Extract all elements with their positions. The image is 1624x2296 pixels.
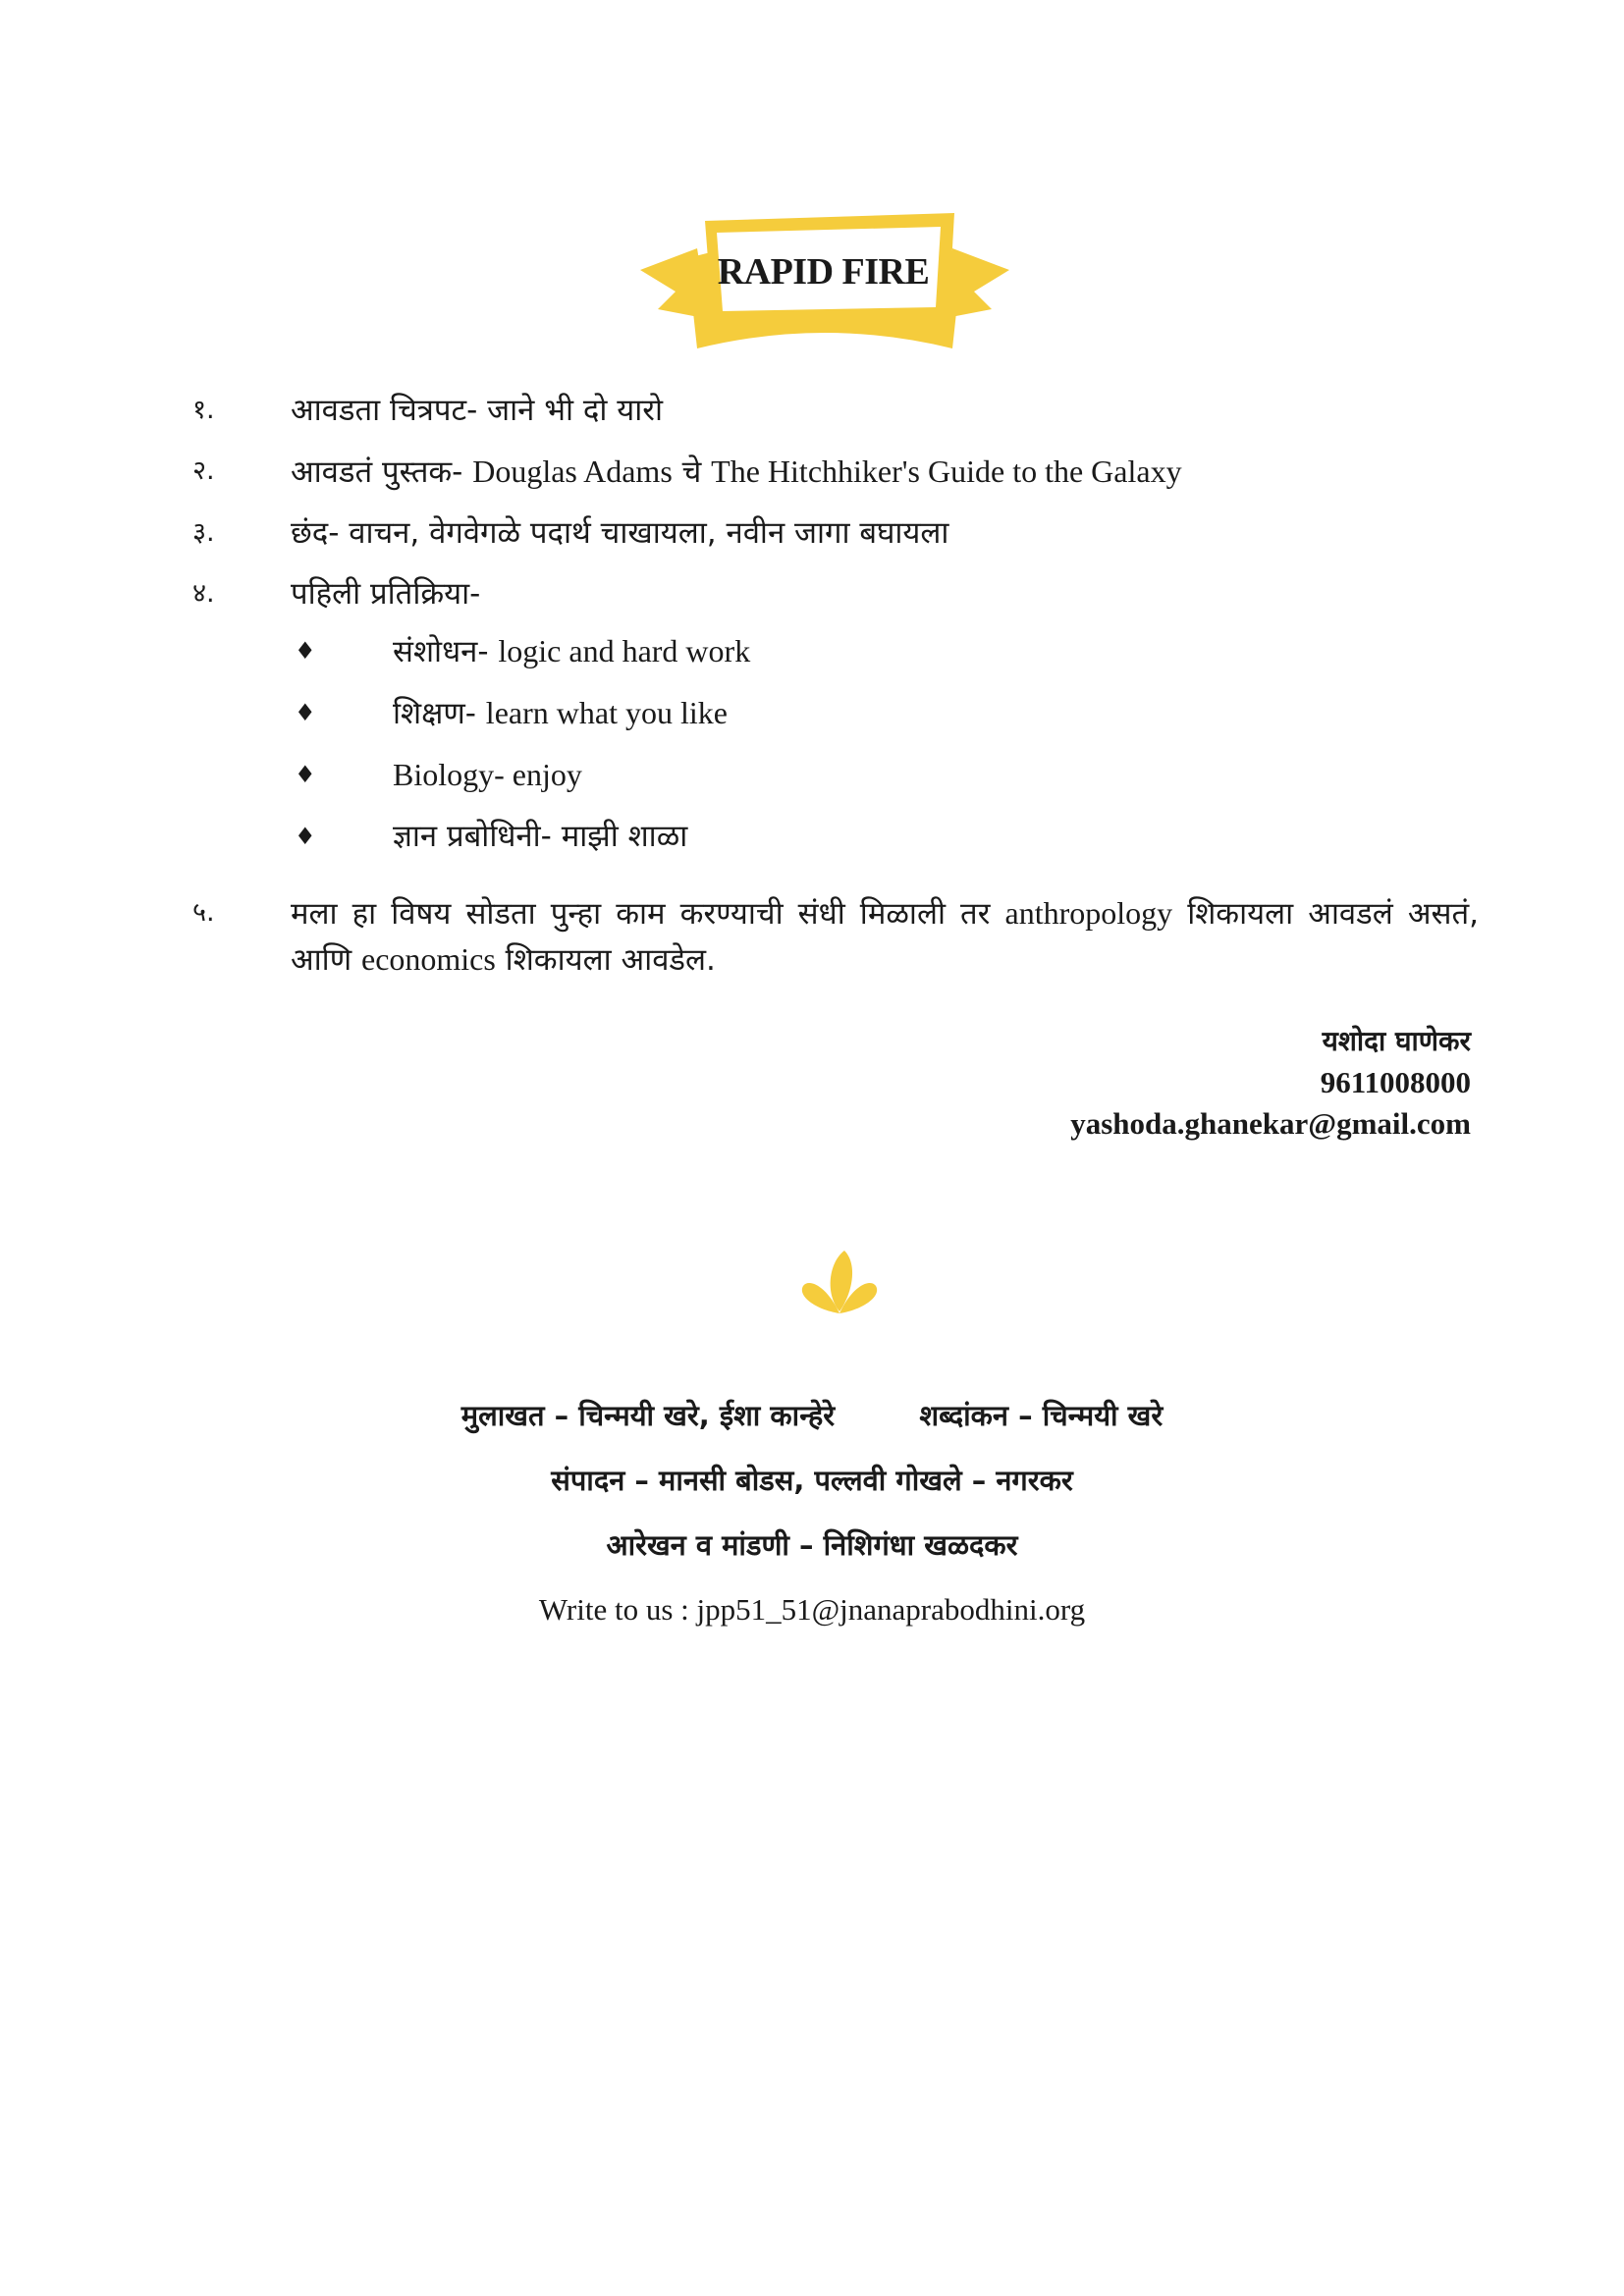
sub-item-text xyxy=(393,690,728,736)
sub-list-item xyxy=(291,752,1479,798)
text-segment: संशोधन- xyxy=(393,634,499,669)
item-number: ५. xyxy=(192,897,215,928)
author-signature xyxy=(1070,1021,1471,1145)
item-text xyxy=(291,510,1479,556)
text-segment: anthropology xyxy=(1004,895,1173,931)
item-number: १. xyxy=(192,395,215,425)
author-email: yashoda.ghanekar@gmail.com xyxy=(1070,1106,1471,1141)
text-segment: Douglas Adams xyxy=(472,454,673,489)
diamond-bullet-icon: ♦ xyxy=(295,823,316,850)
banner-title: RAPID FIRE xyxy=(717,251,930,293)
sub-item-text xyxy=(393,752,582,798)
text-segment: Biology- enjoy xyxy=(393,757,582,792)
text-segment: शिकायला आवडलं असतं, आणि xyxy=(291,896,1479,978)
diamond-bullet-icon: ♦ xyxy=(295,761,316,788)
text-segment: चे xyxy=(672,454,712,490)
credit-layout-line: आरेखन व मांडणी – निशिगंधा खळदकर xyxy=(606,1528,1018,1562)
interview-names: चिन्मयी खरे, ईशा कान्हेरे xyxy=(578,1399,836,1432)
text-segment: पहिली प्रतिक्रिया- xyxy=(291,576,481,612)
list-item xyxy=(192,890,1479,983)
sub-list-item xyxy=(291,628,1479,674)
text-segment: छंद- वाचन, वेगवेगळे पदार्थ चाखायला, नवीन जागा बघायला xyxy=(291,515,949,551)
diamond-bullet-icon: ♦ xyxy=(295,699,316,726)
author-phone: 9611008000 xyxy=(1320,1065,1471,1099)
text-segment: The Hitchhiker's Guide to the Galaxy xyxy=(711,454,1182,489)
text-segment: मला हा विषय सोडता पुन्हा काम करण्याची संधी मिळाली तर xyxy=(291,896,1005,932)
text-segment: शिक्षण- xyxy=(393,696,486,731)
item-number: ३. xyxy=(192,517,215,548)
sub-list-item xyxy=(291,690,1479,736)
item-text xyxy=(291,388,1479,433)
item-text xyxy=(291,571,1479,875)
sub-list xyxy=(192,628,1479,859)
transcription-label: शब्दांकन – xyxy=(919,1399,1033,1432)
text-segment: शिकायला आवडेल. xyxy=(495,942,716,978)
diamond-bullet-icon: ♦ xyxy=(295,637,316,665)
rapid-fire-banner xyxy=(628,201,1021,363)
sub-list-item xyxy=(291,814,1479,859)
list-item xyxy=(192,388,1479,433)
text-segment: आवडतं पुस्तक- xyxy=(291,454,473,490)
credit-interview-line xyxy=(0,1394,1624,1437)
author-name: यशोदा घाणेकर xyxy=(1322,1025,1471,1057)
credit-editing-line: संपादन – मानसी बोडस, पल्लवी गोखले – नगरकर xyxy=(551,1464,1073,1497)
sub-item-text xyxy=(393,628,750,674)
text-segment: logic and hard work xyxy=(498,633,751,668)
item-text xyxy=(291,449,1479,495)
sub-item-text xyxy=(393,814,687,859)
flower-ornament-icon xyxy=(795,1245,884,1323)
rapid-fire-list xyxy=(192,388,1479,998)
item-text xyxy=(291,890,1479,983)
text-segment: economics xyxy=(360,941,496,977)
item-number: २. xyxy=(192,455,215,486)
text-segment: learn what you like xyxy=(485,695,728,730)
list-item xyxy=(192,510,1479,556)
list-item xyxy=(192,571,1479,875)
interview-label: मुलाखत – xyxy=(460,1399,569,1432)
text-segment: आवडता चित्रपट- जाने भी दो यारो xyxy=(291,393,663,428)
write-to-us-line: Write to us : jpp51_51@jnanaprabodhini.org xyxy=(538,1592,1086,1627)
list-item xyxy=(192,449,1479,495)
transcription-names: चिन्मयी खरे xyxy=(1042,1399,1164,1432)
text-segment: ज्ञान प्रबोधिनी- माझी शाळा xyxy=(393,819,688,854)
item-number: ४. xyxy=(192,578,215,609)
credits-block xyxy=(0,1394,1624,1631)
